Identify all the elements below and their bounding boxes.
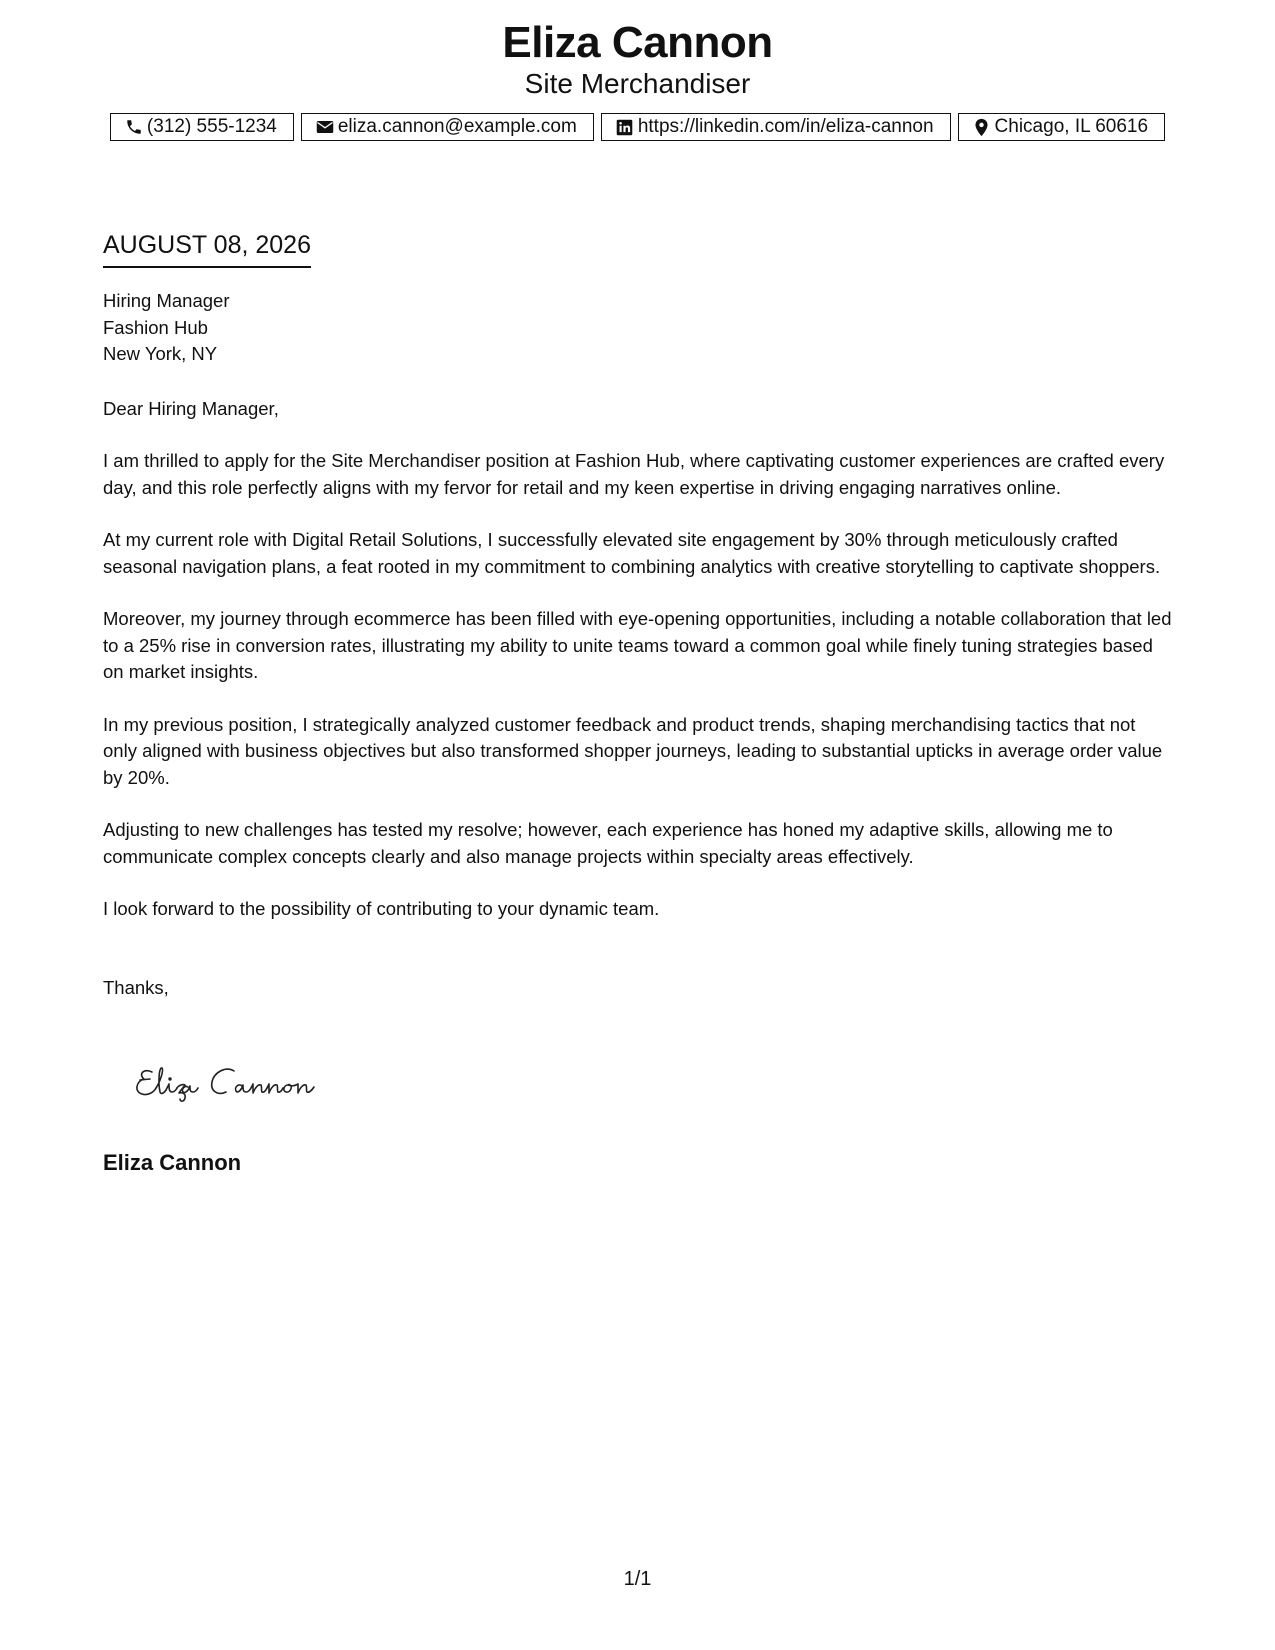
closing-phrase: Thanks, [103,976,169,998]
linkedin-icon [615,117,635,137]
recipient-location: New York, NY [103,343,218,364]
applicant-title: Site Merchandiser [524,68,751,99]
recipient-block [103,288,1173,368]
letter-body [103,288,1173,1001]
recipient-company: Fashion Hub [103,316,208,338]
paragraph-closing-statement: I look forward to the possibility of contributing to your dynamic team. [103,898,660,919]
contact-phone[interactable] [110,113,294,141]
paragraph-challenges: Adjusting to new challenges has tested my resolve; however, each experience has honed my adaptive skills, allowing me to communicate complex concepts clearly and also manage projects within specialty areas effectively. [103,819,1113,867]
contact-email[interactable] [301,113,594,141]
contact-email-text: eliza.cannon@example.com [337,116,577,137]
contact-bar [0,113,1275,141]
contact-location-text: Chicago, IL 60616 [994,116,1149,137]
letter-date-block [103,230,311,268]
phone-icon [124,117,144,137]
page-number: 1/1 [623,1568,652,1590]
contact-phone-text: (312) 555-1234 [146,116,277,137]
signer-name: Eliza Cannon [103,1150,242,1175]
envelope-icon [315,117,335,137]
location-pin-icon [972,117,992,137]
letter-header [0,18,1275,100]
contact-linkedin[interactable] [601,113,951,141]
paragraph-current-role: At my current role with Digital Retail Solutions, I successfully elevated site engagement by 30% through meticulously crafted seasonal navigation plans, a feat rooted in my commitment to combining analytics with creative storytelling to captivate shoppers. [103,529,1161,577]
salutation: Dear Hiring Manager, [103,397,279,419]
paragraph-previous-position: In my previous position, I strategically analyzed customer feedback and product trends, shaping merchandising tactics that not only aligned with business objectives but also transformed shopper journeys, leading to substantial upticks in average order value by 20%. [103,713,1163,788]
paragraph-ecommerce: Moreover, my journey through ecommerce has been filled with eye-opening opportunities, including a notable collaboration that led to a 25% rise in conversion rates, illustrating my ability to unite teams toward a common goal while finely tuning strategies based on market insights. [103,608,1172,682]
applicant-name: Eliza Cannon [502,18,773,67]
handwritten-signature [130,1058,350,1108]
paragraph-intro: I am thrilled to apply for the Site Merchandiser position at Fashion Hub, where captivating customer experiences are crafted every day, and this role perfectly aligns with my fervor for retail and my keen expertise in driving engaging narratives online. [103,450,1165,498]
letter-date: AUGUST 08, 2026 [103,230,311,268]
contact-linkedin-text: https://linkedin.com/in/eliza-cannon [637,116,934,137]
recipient-name: Hiring Manager [103,290,230,311]
contact-location[interactable] [958,113,1166,141]
